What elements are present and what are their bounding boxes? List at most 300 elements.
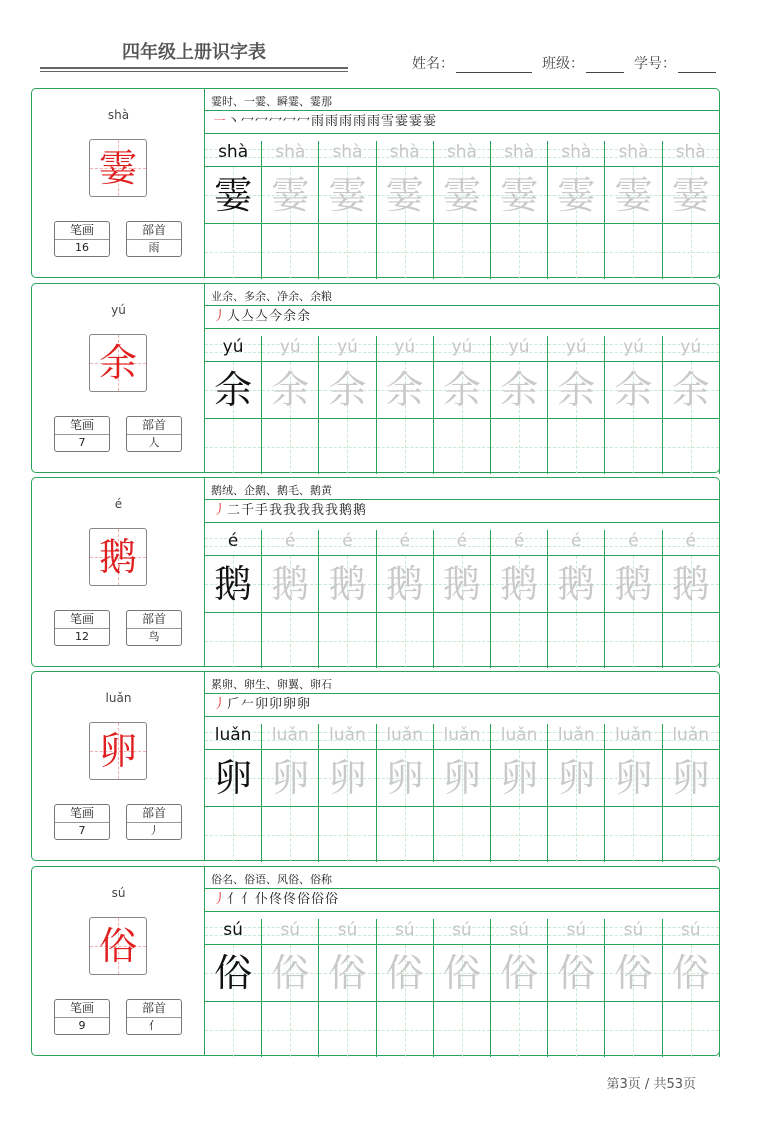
char-trace: 余: [671, 368, 710, 412]
char-glyph: 霎: [98, 146, 137, 190]
char-trace: 霎: [614, 173, 653, 217]
char-trace: 余: [557, 368, 596, 412]
char-glyph: 卵: [98, 729, 137, 773]
char-trace: 卵: [328, 756, 367, 800]
char-trace: 俗: [442, 951, 481, 995]
pinyin-trace: sú: [680, 920, 701, 940]
char-trace-cell[interactable]: [663, 749, 720, 806]
example-words: 鹅绒、企鹅、鹅毛、鹅黄: [211, 484, 332, 497]
pinyin-trace: yú: [623, 337, 644, 357]
char-trace: 卵: [442, 756, 481, 800]
char-trace-cell[interactable]: [605, 361, 662, 418]
char-trace-cell[interactable]: [663, 555, 720, 612]
radical-box: [126, 610, 182, 646]
example-words: 霎时、一霎、瞬霎、霎那: [211, 95, 332, 108]
pinyin-trace: sú: [280, 920, 301, 940]
empty-practice-cell[interactable]: [319, 223, 376, 279]
empty-practice-cell[interactable]: [663, 806, 720, 862]
pinyin-cell[interactable]: [319, 724, 376, 749]
char-display-box: [89, 722, 147, 780]
stroke-order: [213, 307, 311, 327]
char-trace-cell[interactable]: [491, 361, 548, 418]
empty-practice-cell[interactable]: [548, 806, 605, 862]
char-trace: 霎: [385, 173, 424, 217]
pinyin-cell[interactable]: [434, 919, 491, 944]
char-trace-cell[interactable]: [205, 555, 262, 612]
pinyin-trace: yú: [565, 337, 587, 357]
empty-practice-cell[interactable]: [605, 1001, 662, 1057]
stroke-order-first: ㇐: [213, 114, 228, 129]
empty-practice-cell[interactable]: [434, 1001, 491, 1057]
radical-box: [126, 804, 182, 840]
char-pinyin: luǎn: [105, 691, 132, 705]
pinyin-cell[interactable]: [377, 530, 434, 555]
char-trace-cell[interactable]: [205, 361, 262, 418]
empty-practice-cell[interactable]: [205, 806, 262, 862]
pinyin-cell[interactable]: [491, 336, 548, 361]
name-label: 姓名：: [412, 56, 454, 72]
practice-grid: [205, 919, 720, 1057]
char-display-box: [89, 139, 147, 197]
pinyin-trace: yú: [394, 337, 416, 357]
char-trace: 鹅: [557, 562, 596, 606]
pinyin-cell[interactable]: [319, 336, 376, 361]
char-trace-cell[interactable]: [605, 555, 662, 612]
char-trace-cell[interactable]: [377, 555, 434, 612]
empty-practice-cell[interactable]: [319, 612, 376, 668]
empty-practice-cell[interactable]: [548, 418, 605, 474]
empty-practice-cell[interactable]: [262, 612, 319, 668]
stroke-count-box: [54, 999, 110, 1035]
char-trace: 卵: [271, 756, 310, 800]
pinyin-trace: luǎn: [500, 725, 538, 745]
example-words: 累卵、卵生、卵翼、卵石: [211, 678, 332, 691]
char-trace: 卵: [614, 756, 653, 800]
char-trace-cell[interactable]: [319, 555, 376, 612]
char-trace-cell[interactable]: [491, 166, 548, 223]
char-info-panel: [32, 89, 205, 277]
char-info-panel: [32, 867, 205, 1055]
empty-practice-cell[interactable]: [548, 223, 605, 279]
char-trace: 俗: [614, 951, 653, 995]
pinyin-cell[interactable]: [319, 919, 376, 944]
char-trace: 鹅: [385, 562, 424, 606]
char-trace: 霎: [500, 173, 539, 217]
char-trace: 鹅: [671, 562, 710, 606]
char-trace: 余: [385, 368, 424, 412]
char-trace-cell[interactable]: [548, 361, 605, 418]
practice-grid: [205, 724, 720, 862]
pinyin-trace: luǎn: [329, 725, 366, 745]
stroke-order-rest: 二千手我我我我我鹅鹅: [227, 503, 368, 518]
pinyin-trace: shà: [504, 142, 535, 162]
pinyin-trace: shà: [218, 142, 249, 162]
empty-practice-cell[interactable]: [319, 1001, 376, 1057]
char-trace: 卵: [671, 756, 710, 800]
pinyin-trace: yú: [222, 337, 244, 357]
char-glyph: 余: [98, 341, 137, 385]
pinyin-trace: é: [342, 531, 353, 551]
pinyin-cell[interactable]: [377, 141, 434, 166]
pinyin-trace: luǎn: [214, 725, 252, 745]
empty-practice-cell[interactable]: [548, 1001, 605, 1057]
char-trace-cell[interactable]: [491, 555, 548, 612]
stroke-order-rest: 人亼亼今余余: [227, 309, 312, 324]
empty-practice-cell[interactable]: [434, 806, 491, 862]
char-trace-cell[interactable]: [205, 944, 262, 1001]
char-trace: 余: [614, 368, 653, 412]
char-trace: 鹅: [500, 562, 539, 606]
empty-practice-cell[interactable]: [377, 1001, 434, 1057]
pinyin-trace: é: [628, 531, 639, 551]
radical-box: [126, 221, 182, 257]
char-trace-cell[interactable]: [548, 749, 605, 806]
char-trace-cell[interactable]: [319, 749, 376, 806]
empty-practice-cell[interactable]: [205, 223, 262, 279]
empty-practice-cell[interactable]: [262, 223, 319, 279]
pinyin-trace: luǎn: [672, 725, 710, 745]
pinyin-cell[interactable]: [434, 141, 491, 166]
pinyin-cell[interactable]: [377, 336, 434, 361]
char-trace-cell[interactable]: [434, 749, 491, 806]
pinyin-trace: luǎn: [615, 725, 652, 745]
stroke-order-first: 丿: [213, 503, 228, 518]
radical-box: [126, 416, 182, 452]
char-trace-cell[interactable]: [491, 944, 548, 1001]
char-trace: 俗: [557, 951, 596, 995]
empty-practice-cell[interactable]: [548, 612, 605, 668]
char-trace-cell[interactable]: [262, 944, 319, 1001]
practice-panel: [205, 867, 720, 1055]
radical-value: 鸟: [148, 630, 160, 643]
char-pinyin: sú: [111, 886, 126, 900]
pinyin-cell[interactable]: [205, 141, 262, 166]
pinyin-trace: sú: [623, 920, 644, 940]
char-trace-cell[interactable]: [262, 749, 319, 806]
char-trace-cell[interactable]: [548, 166, 605, 223]
char-trace-cell[interactable]: [377, 361, 434, 418]
stroke-count-label: 笔画: [55, 805, 109, 823]
empty-practice-cell[interactable]: [605, 418, 662, 474]
example-words: 业余、多余、净余、余粮: [211, 290, 332, 303]
stroke-order-first: 丿: [213, 697, 228, 712]
empty-practice-cell[interactable]: [262, 1001, 319, 1057]
title-underline-thin: [40, 71, 348, 72]
pinyin-trace: luǎn: [386, 725, 424, 745]
pinyin-cell[interactable]: [663, 919, 720, 944]
pinyin-trace: é: [285, 531, 296, 551]
pinyin-trace: sú: [509, 920, 529, 940]
char-card: [31, 866, 720, 1056]
empty-practice-cell[interactable]: [491, 418, 548, 474]
empty-practice-cell[interactable]: [319, 806, 376, 862]
pinyin-trace: luǎn: [443, 725, 481, 745]
empty-practice-cell[interactable]: [377, 223, 434, 279]
char-trace: 鹅: [442, 562, 481, 606]
char-trace-cell[interactable]: [605, 749, 662, 806]
char-trace: 鹅: [328, 562, 367, 606]
radical-value: 亻: [148, 1019, 160, 1032]
pinyin-cell[interactable]: [548, 919, 605, 944]
char-trace: 鹅: [271, 562, 310, 606]
practice-panel: [205, 478, 720, 666]
stroke-order: [213, 501, 367, 521]
char-trace: 霎: [271, 173, 310, 217]
pinyin-trace: é: [399, 531, 410, 551]
pinyin-cell[interactable]: [491, 141, 548, 166]
empty-practice-cell[interactable]: [377, 806, 434, 862]
empty-practice-cell[interactable]: [205, 1001, 262, 1057]
pinyin-cell[interactable]: [605, 336, 662, 361]
pinyin-cell[interactable]: [605, 141, 662, 166]
empty-practice-cell[interactable]: [205, 418, 262, 474]
student-id-field[interactable]: [634, 53, 716, 73]
empty-practice-cell[interactable]: [663, 418, 720, 474]
example-words: 俗名、俗语、风俗、俗称: [211, 873, 332, 886]
empty-practice-cell[interactable]: [663, 223, 720, 279]
pinyin-trace: é: [571, 531, 582, 551]
pinyin-trace: shà: [446, 142, 477, 162]
pinyin-trace: é: [685, 531, 696, 551]
char-trace-cell[interactable]: [377, 749, 434, 806]
pinyin-cell[interactable]: [377, 919, 434, 944]
pinyin-cell[interactable]: [663, 724, 720, 749]
pinyin-trace: sú: [394, 920, 415, 940]
pinyin-cell[interactable]: [262, 919, 319, 944]
empty-practice-cell[interactable]: [663, 1001, 720, 1057]
pinyin-cell[interactable]: [262, 336, 319, 361]
practice-grid: [205, 530, 720, 668]
pinyin-cell[interactable]: [319, 530, 376, 555]
char-trace-cell[interactable]: [262, 166, 319, 223]
pinyin-trace: shà: [389, 142, 420, 162]
radical-label: 部首: [127, 611, 181, 629]
empty-practice-cell[interactable]: [663, 612, 720, 668]
practice-grid: [205, 141, 720, 279]
empty-practice-cell[interactable]: [434, 223, 491, 279]
class-field[interactable]: [542, 53, 624, 73]
pinyin-trace: sú: [337, 920, 358, 940]
practice-panel: [205, 89, 720, 277]
char-trace-cell[interactable]: [262, 555, 319, 612]
char-trace: 卵: [385, 756, 424, 800]
pinyin-cell[interactable]: [262, 724, 319, 749]
name-blank[interactable]: [456, 57, 532, 73]
pinyin-cell[interactable]: [548, 530, 605, 555]
pinyin-trace: yú: [279, 337, 301, 357]
char-glyph: 俗: [98, 924, 137, 968]
char-trace: 俗: [328, 951, 367, 995]
pinyin-trace: shà: [675, 142, 706, 162]
pinyin-cell[interactable]: [548, 141, 605, 166]
char-trace: 霎: [328, 173, 367, 217]
stroke-count-value: 9: [78, 1019, 86, 1032]
char-glyph: 鹅: [98, 535, 137, 579]
pinyin-trace: luǎn: [271, 725, 309, 745]
char-trace: 余: [500, 368, 539, 412]
stroke-count-value: 7: [78, 824, 86, 837]
char-trace-cell[interactable]: [663, 361, 720, 418]
char-trace: 俗: [671, 951, 710, 995]
student-id-blank[interactable]: [678, 57, 716, 73]
pinyin-cell[interactable]: [605, 919, 662, 944]
pinyin-trace: luǎn: [557, 725, 595, 745]
char-info-panel: [32, 478, 205, 666]
stroke-order: [213, 695, 311, 715]
char-trace-cell[interactable]: [262, 361, 319, 418]
char-trace-cell[interactable]: [205, 166, 262, 223]
pinyin-cell[interactable]: [434, 530, 491, 555]
pinyin-cell[interactable]: [262, 530, 319, 555]
radical-label: 部首: [127, 222, 181, 240]
radical-box: [126, 999, 182, 1035]
pinyin-cell[interactable]: [434, 336, 491, 361]
pinyin-cell[interactable]: [663, 141, 720, 166]
pinyin-cell[interactable]: [605, 530, 662, 555]
pinyin-cell[interactable]: [205, 336, 262, 361]
empty-practice-cell[interactable]: [605, 806, 662, 862]
empty-practice-cell[interactable]: [377, 612, 434, 668]
stroke-order-first: 丿: [213, 309, 228, 324]
char-trace-cell[interactable]: [434, 555, 491, 612]
page-header: [0, 0, 762, 86]
pinyin-trace: shà: [561, 142, 592, 162]
pinyin-cell[interactable]: [491, 530, 548, 555]
pinyin-trace: é: [227, 531, 239, 551]
empty-practice-cell[interactable]: [491, 806, 548, 862]
char-trace-cell[interactable]: [434, 361, 491, 418]
char-trace: 俗: [385, 951, 424, 995]
pinyin-cell[interactable]: [663, 530, 720, 555]
pinyin-cell[interactable]: [491, 919, 548, 944]
char-trace: 俗: [500, 951, 539, 995]
char-pinyin: yú: [111, 303, 126, 317]
pinyin-trace: sú: [223, 920, 243, 940]
pinyin-cell[interactable]: [548, 336, 605, 361]
empty-practice-cell[interactable]: [262, 418, 319, 474]
stroke-count-value: 7: [78, 436, 86, 449]
practice-panel: [205, 284, 720, 472]
stroke-order: [213, 112, 437, 132]
char-trace-cell[interactable]: [434, 944, 491, 1001]
empty-practice-cell[interactable]: [605, 612, 662, 668]
char-trace-cell[interactable]: [663, 166, 720, 223]
pinyin-trace: yú: [508, 337, 530, 357]
char-trace-cell[interactable]: [319, 944, 376, 1001]
pinyin-cell[interactable]: [262, 141, 319, 166]
student-id-label: 学号：: [634, 56, 676, 72]
char-trace-cell[interactable]: [605, 944, 662, 1001]
stroke-count-box: [54, 416, 110, 452]
char-card: [31, 671, 720, 861]
radical-label: 部首: [127, 805, 181, 823]
empty-practice-cell[interactable]: [491, 1001, 548, 1057]
char-display-box: [89, 917, 147, 975]
page-title: 四年级上册识字表: [122, 42, 266, 63]
pinyin-cell[interactable]: [319, 141, 376, 166]
pinyin-cell[interactable]: [663, 336, 720, 361]
char-trace-cell[interactable]: [605, 166, 662, 223]
char-trace: 卵: [557, 756, 596, 800]
char-trace: 霎: [214, 173, 253, 217]
char-display-box: [89, 334, 147, 392]
char-trace-cell[interactable]: [377, 166, 434, 223]
radical-label: 部首: [127, 417, 181, 435]
char-trace-cell[interactable]: [491, 749, 548, 806]
class-label: 班级：: [542, 56, 584, 72]
empty-practice-cell[interactable]: [205, 612, 262, 668]
name-field[interactable]: [412, 53, 532, 73]
char-trace-cell[interactable]: [548, 555, 605, 612]
char-trace-cell[interactable]: [205, 749, 262, 806]
char-trace: 鹅: [614, 562, 653, 606]
char-trace-cell[interactable]: [548, 944, 605, 1001]
practice-grid: [205, 336, 720, 474]
char-trace: 霎: [442, 173, 481, 217]
char-trace: 余: [328, 368, 367, 412]
pinyin-cell[interactable]: [205, 724, 262, 749]
char-trace: 卵: [500, 756, 539, 800]
pinyin-trace: shà: [618, 142, 649, 162]
empty-practice-cell[interactable]: [377, 418, 434, 474]
char-card: [31, 283, 720, 473]
char-trace-cell[interactable]: [434, 166, 491, 223]
pinyin-cell[interactable]: [377, 724, 434, 749]
char-trace-cell[interactable]: [663, 944, 720, 1001]
empty-practice-cell[interactable]: [491, 223, 548, 279]
char-trace: 鹅: [214, 562, 253, 606]
radical-value: 人: [148, 436, 160, 449]
stroke-count-label: 笔画: [55, 222, 109, 240]
stroke-count-label: 笔画: [55, 417, 109, 435]
empty-practice-cell[interactable]: [319, 418, 376, 474]
char-trace: 霎: [557, 173, 596, 217]
stroke-count-label: 笔画: [55, 611, 109, 629]
pinyin-cell[interactable]: [491, 724, 548, 749]
pinyin-cell[interactable]: [605, 724, 662, 749]
pinyin-cell[interactable]: [205, 530, 262, 555]
class-blank[interactable]: [586, 57, 624, 73]
char-trace: 余: [442, 368, 481, 412]
pinyin-trace: sú: [452, 920, 472, 940]
char-trace-cell[interactable]: [319, 166, 376, 223]
char-pinyin: é: [114, 497, 123, 511]
char-trace: 俗: [214, 951, 253, 995]
page-number: 第3页 / 共53页: [606, 1077, 696, 1092]
char-trace-cell[interactable]: [319, 361, 376, 418]
pinyin-cell[interactable]: [548, 724, 605, 749]
stroke-count-box: [54, 804, 110, 840]
stroke-order-first: 丿: [213, 892, 228, 907]
char-trace: 余: [271, 368, 310, 412]
practice-panel: [205, 672, 720, 860]
pinyin-cell[interactable]: [205, 919, 262, 944]
stroke-count-box: [54, 221, 110, 257]
empty-practice-cell[interactable]: [605, 223, 662, 279]
pinyin-cell[interactable]: [434, 724, 491, 749]
pinyin-trace: yú: [680, 337, 702, 357]
empty-practice-cell[interactable]: [491, 612, 548, 668]
char-trace: 余: [214, 368, 253, 412]
radical-value: 丿: [148, 824, 160, 837]
empty-practice-cell[interactable]: [262, 806, 319, 862]
char-pinyin: shà: [107, 108, 130, 122]
empty-practice-cell[interactable]: [434, 418, 491, 474]
stroke-count-box: [54, 610, 110, 646]
empty-practice-cell[interactable]: [434, 612, 491, 668]
char-trace-cell[interactable]: [377, 944, 434, 1001]
char-info-panel: [32, 672, 205, 860]
